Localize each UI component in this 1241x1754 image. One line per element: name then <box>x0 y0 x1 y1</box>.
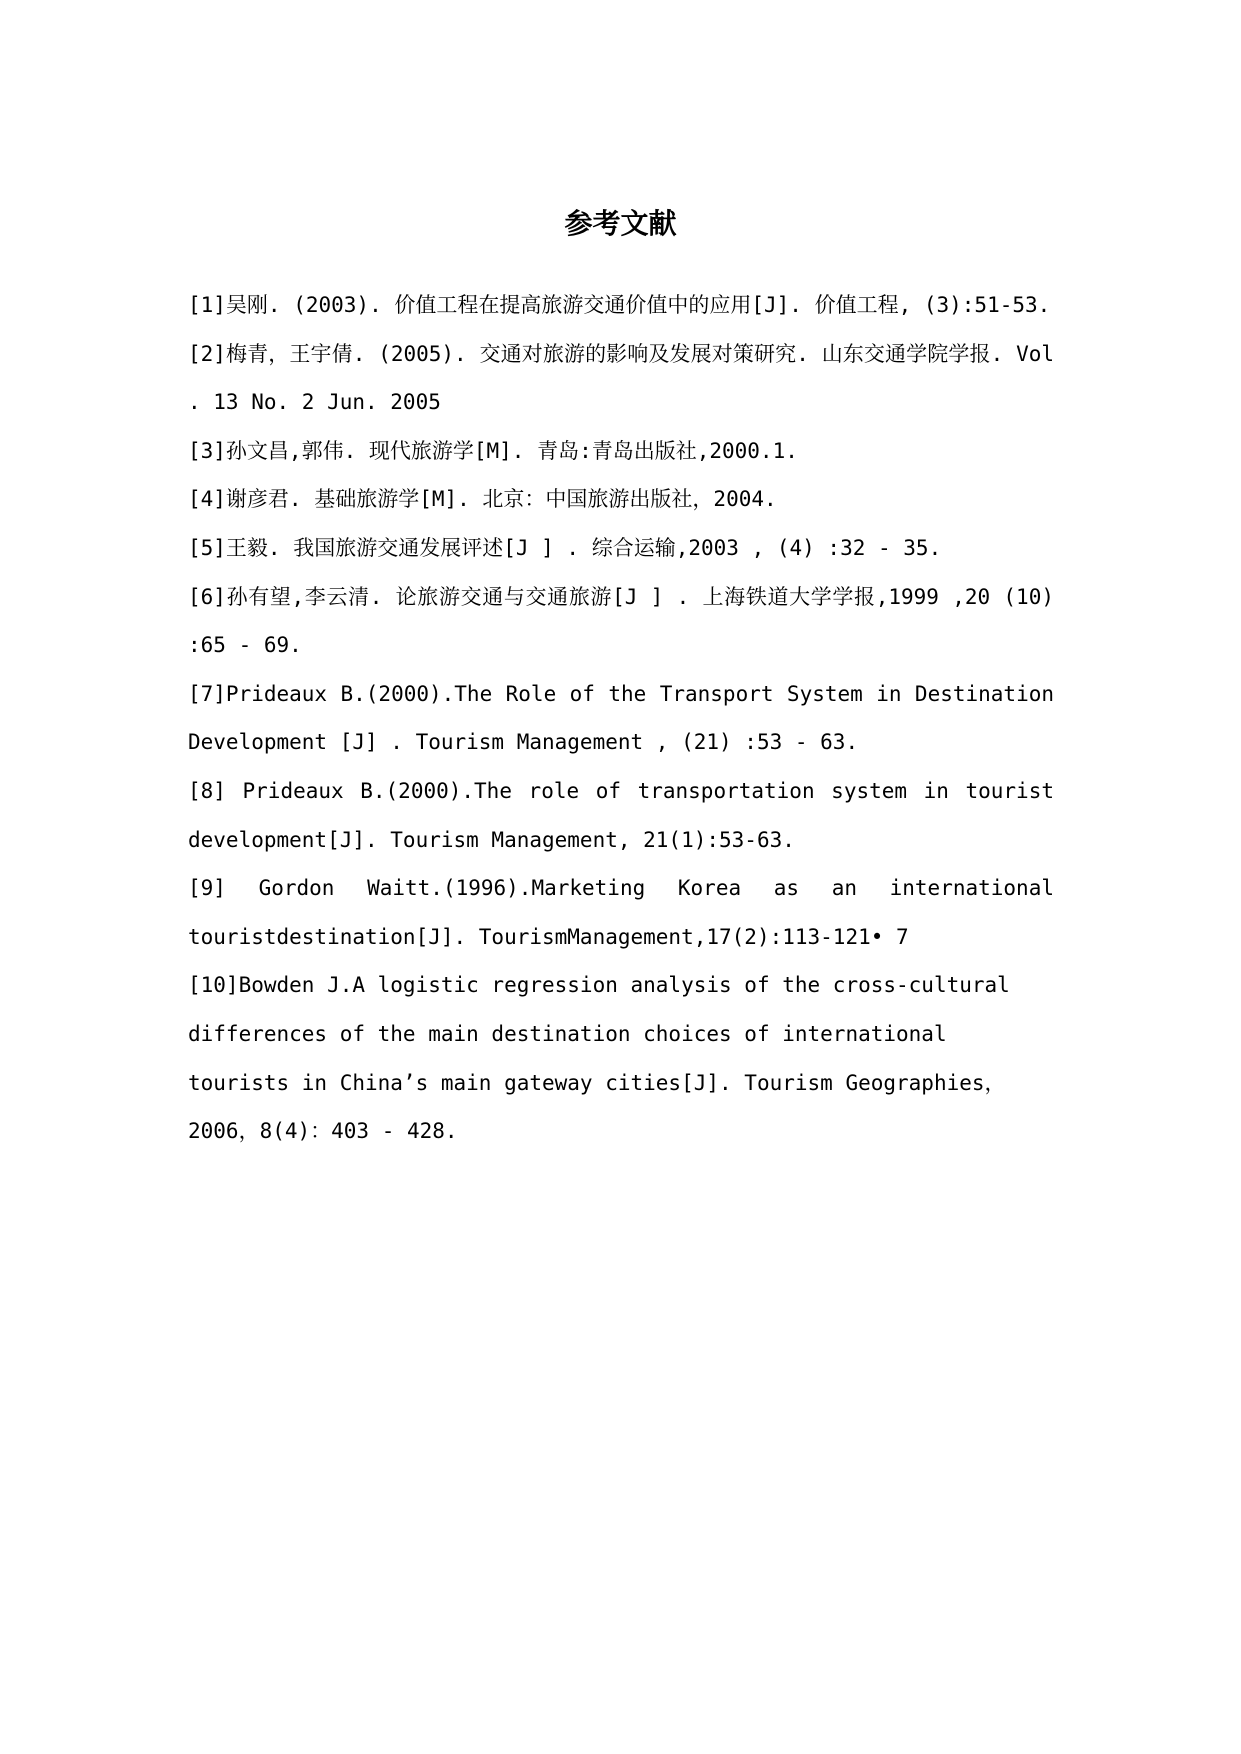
page-title: 参考文献 <box>564 207 677 240</box>
reference-item-7: [7]Prideaux B.(2000).The Role of the Transport System in Destination Development [J] . Tourism Management , (21) :53 - 63. <box>188 681 1054 755</box>
reference-item-8: [8] Prideaux B.(2000).The role of transportation system in tourist development[J]. Tourism Management, 21(1):53-63. <box>188 778 1054 852</box>
reference-item-9: [9] Gordon Waitt.(1996).Marketing Korea as an international touristdestination[J]. TourismManagement,17(2):113-121• 7 <box>188 876 1054 949</box>
reference-item-5: [5]王毅. 我国旅游交通发展评述[J ] . 综合运输,2003 , (4) :32 - 35. <box>188 535 942 560</box>
reference-item-1: [1]吴刚. (2003). 价值工程在提高旅游交通价值中的应用[J]. 价值工程, (3):51-53. <box>188 293 1051 317</box>
reference-item-3: [3]孙文昌,郭伟. 现代旅游学[M]. 青岛:青岛出版社,2000.1. <box>188 438 798 463</box>
reference-item-4: [4]谢彦君. 基础旅游学[M]. 北京：中国旅游出版社，2004. <box>188 487 777 512</box>
reference-list <box>188 281 1054 1156</box>
reference-item-6: [6]孙有望,李云清. 论旅游交通与交通旅游[J ] . 上海铁道大学学报,1999 ,20 (10) :65 - 69. <box>188 584 1054 658</box>
reference-item-2: [2]梅青，王宇倩. (2005). 交通对旅游的影响及发展对策研究. 山东交通学院学报. Vol . 13 No. 2 Jun. 2005 <box>188 341 1054 415</box>
reference-item-10: [10]Bowden J.A logistic regression analysis of the cross-cultural differences of the main destination choices of international tourists in China’s main gateway cities[J]. Tourism Geographies，2006，8(4)：403 - 428. <box>188 973 1010 1144</box>
